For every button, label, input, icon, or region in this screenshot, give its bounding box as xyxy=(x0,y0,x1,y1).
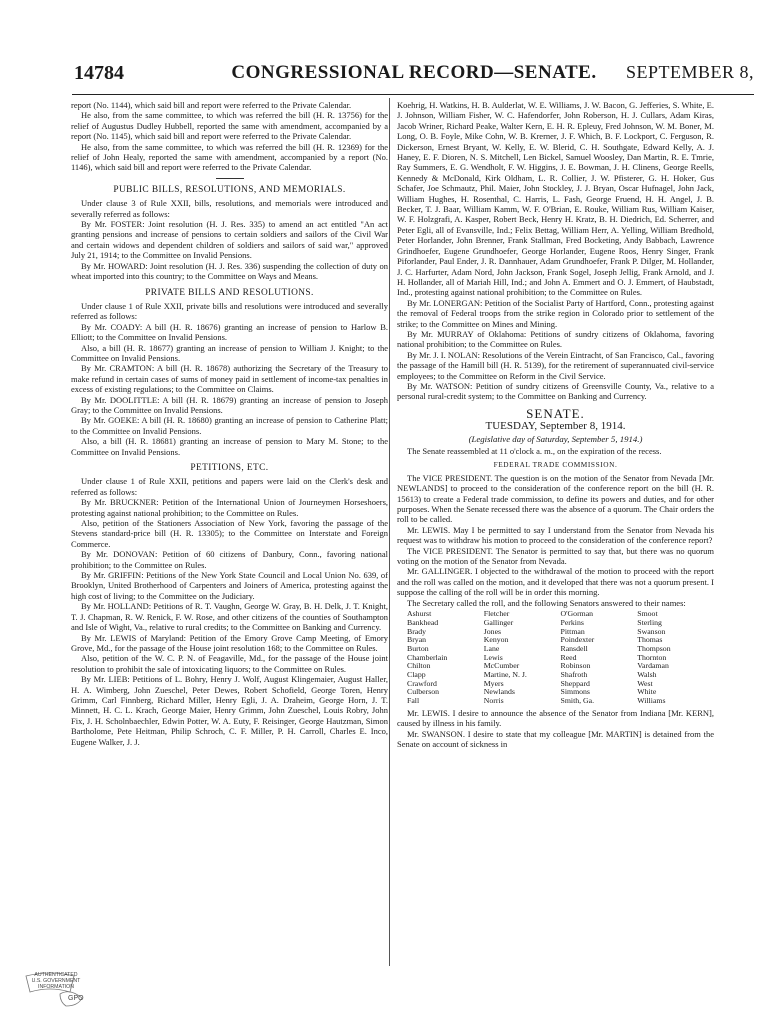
senator-name: Thornton xyxy=(637,652,667,662)
paragraph: By Mr. COADY: A bill (H. R. 18676) granting an increase of pension to Harlow B. Elliott; to the Committee on Invalid Pensions. xyxy=(71,321,388,343)
header-rule xyxy=(72,94,754,95)
paragraph: By Mr. WATSON: Petition of sundry citizens of Greensville County, Va., relative to a personal rural-credit system; to the Committee on Banking and Currency. xyxy=(397,380,714,402)
paragraph: By Mr. MURRAY of Oklahoma: Petitions of sundry citizens of Oklahoma, favoring national prohibition; to the Committee on Rules. xyxy=(397,328,714,350)
paragraph: By Mr. LONERGAN: Petition of the Socialist Party of Hartford, Conn., protesting against the removal of Federal troops from the strike region in Colorado prior to settlement of the strike; to the Committee on Mines and Mining. xyxy=(397,297,714,329)
stamp-line: INFORMATION xyxy=(38,984,74,991)
column-divider xyxy=(389,98,390,966)
paragraph: Koehrig, H. Watkins, H. B. Aulderlat, W. E. Williams, J. W. Bacon, G. Jefferies, S. White, E. J. Johnson, William Fisher, W. C. Hafendorfer, John Roberson, H. J. Cullars, Adam Kiras, Jacob Wriner, Richard Peake, Walter Kern, E. H. R. Epleuy, Fred Johnson, W. M. Boner, M. Long, O. B. Foyle, Mike Cohn, W. B. Krerner, J. F. Which, B. F. Lockport, C. Ferguson, R. Dickerson, Ernest Bryant, W. Kelly, E. W. Blerid, C. H. Southgate, Edward Kelly, A. J. Haney, E. F. Dioren, N. S. Mitchell, Len Bickel, Samuel Woosley, Dan Martin, R. E. Tmrie, Ray Summers, E. G. Wendholt, F. W. Higgins, J. E. Bowman, J. H. Clinens, George Reells, Kennedy & McDonald, Kirk Oldham, L. R. Collier, J. W. Pfisterer, G. H. Hoker, Gus Schafer, Joe Schmautz, Phil. Maier, John Stockley, J. J. Bryan, Oscar Hufnagel, John Jack, William Hughes, H. Rosenthal, C. Harris, L. Fash, George Fruend, H. H. Angel, J. B. Becker, T. J. Baar, William Kamm, W. F. O'Brian, E. Rouke, William Rus, William Kaiser, W. F. Holzgrafi, A. Kasper, Robert Beck, Henry H. Kratz, B. H. Diedrich, Ed. Scherrer, and Peter Egli, all of Evansville, Ind.; Felix Bettag, William Herr, A. Yelling, William Bredhold, Peter Horlander, John Brenner, Frank Stallman, Fred Bocketing, Andy Babbach, Lawrence Grindhoefer, Eugene Grundhoefer, George Horlander, Eugene Roos, Henry Singer, Frank Piforlander, Paul Ender, J. R. Dannhauer, Adam Grundhoefer, Frank P. Dilger, M. Hollander, J. C. Harfurter, Adam Nord, John Jackson, Frank Sogel, Joseph Jellig, Frank Arnold, and J. H. Hollander, all of Mariah Hill, Ind.; and John A. Emmert and O. J. Emmert, of Haubstadt, Ind., protesting against national prohibition; to the Committee on Rules. xyxy=(397,100,714,298)
senator-name: Chamberlain xyxy=(407,652,448,662)
senator-name: Gallinger xyxy=(483,617,514,627)
senator-name: Burton xyxy=(407,643,429,653)
paragraph: He also, from the same committee, to which was referred the bill (H. R. 12369) for the relief of John Healy, reported the same with amendment, accompanied by a report (No. 1146), which said bill and report were referred to the Private Calendar. xyxy=(71,141,388,173)
senator-name: Norris xyxy=(483,696,504,706)
senator-name: Culberson xyxy=(407,687,440,697)
paragraph: Under clause 1 of Rule XXII, private bills and resolutions were introduced and severally referred as follows: xyxy=(71,300,388,322)
paragraph: Also, petition of the W. C. P. N. of Feagaville, Md., for the passage of the House joint resolution to prohibit the sale of intoxicating liquors; to the Committee on Rules. xyxy=(71,653,388,674)
senator-name: Newlands xyxy=(483,687,515,697)
paragraph: By Mr. FOSTER: Joint resolution (H. J. Res. 335) to amend an act entitled "An act granting pensions and increase of pensions to certain soldiers and sailors of the Civil War and certain widows and dependent children of soldiers and sailors of said war," approved July 21, 1914; to the Committee on Invalid Pensions. xyxy=(71,219,388,261)
paragraph: Under clause 1 of Rule XXII, petitions and papers were laid on the Clerk's desk and referred as follows: xyxy=(71,476,388,497)
senator-name: Ashurst xyxy=(407,609,432,619)
paragraph: The Secretary called the roll, and the following Senators answered to their names: xyxy=(407,597,686,608)
section-heading-senate: SENATE. xyxy=(526,405,585,421)
senator-name: Jones xyxy=(483,626,502,636)
paragraph: Also, petition of the Stationers Association of New York, favoring the passage of the Stevens standard-price bill (H. R. 13305); to the Committee on Interstate and Foreign Commerce. xyxy=(71,518,388,549)
senator-name: Fall xyxy=(407,696,420,706)
authentication-stamp xyxy=(20,968,120,1012)
senator-name: Fletcher xyxy=(483,609,510,619)
senator-name: Simmons xyxy=(560,687,590,697)
roll-call-names xyxy=(407,610,714,706)
senator-name: White xyxy=(637,687,657,697)
gpo-mark: GPO xyxy=(68,995,84,1002)
section-heading-public-bills: PUBLIC BILLS, RESOLUTIONS, AND MEMORIALS. xyxy=(113,184,346,195)
header-date: SEPTEMBER 8, xyxy=(625,62,754,82)
senator-name: Smith, Ga. xyxy=(560,696,595,706)
paragraph: Mr. LEWIS. May I be permitted to say I understand from the Senator from Nevada his request was to withdraw his motion to proceed to the consideration of the conference report? xyxy=(397,524,714,546)
publication-title: CONGRESSIONAL RECORD—SENATE. xyxy=(231,62,597,83)
senator-name: Brady xyxy=(407,626,427,636)
senator-name: Crawford xyxy=(407,678,437,688)
stamp-label xyxy=(30,972,82,991)
senator-name: Martine, N. J. xyxy=(483,670,527,680)
paragraph: By Mr. DOOLITTLE: A bill (H. R. 18679) granting an increase of pension to Joseph Gray; to the Committee on Invalid Pensions. xyxy=(71,394,388,415)
senator-name: Lewis xyxy=(483,652,503,662)
senator-name: Ransdell xyxy=(560,643,588,653)
senator-name: Pittman xyxy=(560,626,585,636)
paragraph: Mr. LEWIS. I desire to announce the absence of the Senator from Indiana [Mr. KERN], caused by illness in his family. xyxy=(397,707,714,729)
senator-name: Walsh xyxy=(637,670,657,680)
senator-name: Clapp xyxy=(407,670,426,680)
senator-name: Bankhead xyxy=(407,617,439,627)
paragraph: The VICE PRESIDENT. The Senator is permitted to say that, but there was no quorum voting on the motion of the Senator from Nevada. xyxy=(397,545,714,567)
paragraph: He also, from the same committee, to which was referred the bill (H. R. 13756) for the relief of Augustus Dudley Hubbell, reported the same with amendment, accompanied by a report (No. 1145), which said bill and report were referred to the Private Calendar. xyxy=(71,110,388,142)
paragraph: By Mr. LEWIS of Maryland: Petition of the Emory Grove Camp Meeting, of Emory Grove, Md., for the passage of the House joint resolution 168; to the Committee on Rules. xyxy=(71,632,388,653)
senator-name: Sterling xyxy=(637,617,662,627)
paragraph: By Mr. BRUCKNER: Petition of the International Union of Journeymen Horseshoers, protesting against national prohibition; to the Committee on Rules. xyxy=(71,497,388,518)
senator-name: Chilton xyxy=(407,661,431,671)
session-date: TUESDAY, September 8, 1914. xyxy=(485,420,626,433)
paragraph: By Mr. CRAMTON: A bill (H. R. 18678) authorizing the Secretary of the Treasury to make refund in certain cases of sums of money paid in settlement of income-tax penalties in excess of existing regulations; to the Committee on Claims. xyxy=(71,363,388,395)
senator-name: Shafroth xyxy=(560,670,588,680)
section-heading-petitions: PETITIONS, ETC. xyxy=(190,463,269,473)
paragraph: The Senate reassembled at 11 o'clock a. m., on the expiration of the recess. xyxy=(407,446,662,456)
senator-name: Swanson xyxy=(637,626,666,636)
paragraph: Under clause 3 of Rule XXII, bills, resolutions, and memorials were introduced and severally referred as follows: xyxy=(71,198,388,219)
senator-name: Sheppard xyxy=(560,678,590,688)
stamp-line: AUTHENTICATED xyxy=(34,972,78,978)
section-divider xyxy=(216,178,244,179)
senator-name: Reed xyxy=(560,652,577,662)
legislative-day: (Legislative day of Saturday, September 5, 1914.) xyxy=(468,433,643,444)
senator-name: Perkins xyxy=(560,617,584,627)
paragraph: The VICE PRESIDENT. The question is on the motion of the Senator from Nevada [Mr. NEWLANDS] to proceed to the consideration of the conference report on the bill (H. R. 15613) to create a Federal trade commission, to define its powers and duties, and for other purposes. When the Senate recessed there was the absence of a quorum. The Chair orders the roll to be called. xyxy=(397,472,714,525)
paragraph: By Mr. LIEB: Petitions of L. Bohry, Henry J. Wolf, August Klingemaier, August Haller, H. A. Wimberg, John Zueschel, Peter Dewes, Robert Schofield, George Toren, Henry Grimm, Carl Finnberg, Richard Miller, Henry Egli, J. A. Draheim, George Horn, J. T. Minnett, H. C. L. Krach, George Maier, Henry Grimm, John Zueschel, Louis Robry, John Fix, J. H. Scholnbaechler, Edwin Potter, W. A. Euty, F. Reisinger, George Hautzman, Simon Bartholome, Pete Heitman, Philip Schroch, C. F. Miller, P. H. Carroll, Charles E. Inco, Eugene Walker, J. J. xyxy=(71,674,388,747)
senator-name: West xyxy=(637,678,653,688)
senator-name: Smoot xyxy=(637,609,658,619)
paragraph: Mr. SWANSON. I desire to state that my colleague [Mr. MARTIN] is detained from the Senate on account of sickness in xyxy=(397,728,714,750)
senator-name: Poindexter xyxy=(560,635,595,645)
senator-name: Lane xyxy=(483,643,500,653)
senator-name: O'Gorman xyxy=(560,609,594,619)
paragraph: By Mr. HOLLAND: Petitions of R. T. Vaughn, George W. Gray, B. H. Delk, J. T. Knight, T. J. Chapman, R. W. Renick, F. W. Rose, and other citizens of the counties of Southampton and Isle of Wight, Va., relative to rural credits; to the Committee on Banking and Currency. xyxy=(71,601,388,633)
senator-name: McCumber xyxy=(483,661,520,671)
senator-name: Williams xyxy=(637,696,666,706)
senator-name: Bryan xyxy=(407,635,427,645)
senator-name: Kenyon xyxy=(483,635,509,645)
senator-name: Vardaman xyxy=(637,661,669,671)
senator-name: Thompson xyxy=(637,643,671,653)
paragraph: By Mr. J. I. NOLAN: Resolutions of the Verein Eintracht, of San Francisco, Cal., favoring the passage of the Hamill bill (H. R. 5139), for the retirement of superannuated civil-service employees; to the Committee on Reform in the Civil Service. xyxy=(397,349,714,381)
section-heading-federal-trade-commission: FEDERAL TRADE COMMISSION. xyxy=(493,460,618,470)
paragraph: By Mr. DONOVAN: Petition of 60 citizens of Danbury, Conn., favoring national prohibition; to the Committee on Rules. xyxy=(71,549,388,570)
paragraph: Also, a bill (H. R. 18681) granting an increase of pension to Mary M. Stone; to the Committee on Invalid Pensions. xyxy=(71,436,388,457)
paragraph: Also, a bill (H. R. 18677) granting an increase of pension to William J. Knight; to the Committee on Invalid Pensions. xyxy=(71,342,388,363)
page-header xyxy=(74,60,754,90)
paragraph: By Mr. GRIFFIN: Petitions of the New York State Council and Local Union No. 639, of Brooklyn, United Brotherhood of Carpenters and Joiners of America, protesting against the high cost of living; to the Committee on the Judiciary. xyxy=(71,570,388,601)
senator-name: Thomas xyxy=(637,635,663,645)
section-heading-private-bills: PRIVATE BILLS AND RESOLUTIONS. xyxy=(145,287,314,298)
page-number: 14784 xyxy=(74,62,124,84)
paragraph: Mr. GALLINGER. I objected to the withdrawal of the motion to proceed with the report and the roll was called on the motion, and it developed that there was not a quorum present. I suppose the calling of the roll will be in order this morning. xyxy=(397,566,714,598)
senator-name: Robinson xyxy=(560,661,591,671)
paragraph: By Mr. GOEKE: A bill (H. R. 18680) granting an increase of pension to Catherine Platt; to the Committee on Invalid Pensions. xyxy=(71,415,388,436)
senator-name: Myers xyxy=(483,678,504,688)
paragraph: By Mr. HOWARD: Joint resolution (H. J. Res. 336) suspending the collection of duty on wheat imported into this country; to the Committee on Ways and Means. xyxy=(71,260,388,282)
paragraph: report (No. 1144), which said bill and report were referred to the Private Calendar. xyxy=(71,100,352,110)
stamp-line: U.S. GOVERNMENT xyxy=(31,978,81,985)
right-column xyxy=(397,100,714,749)
left-column xyxy=(71,100,388,747)
